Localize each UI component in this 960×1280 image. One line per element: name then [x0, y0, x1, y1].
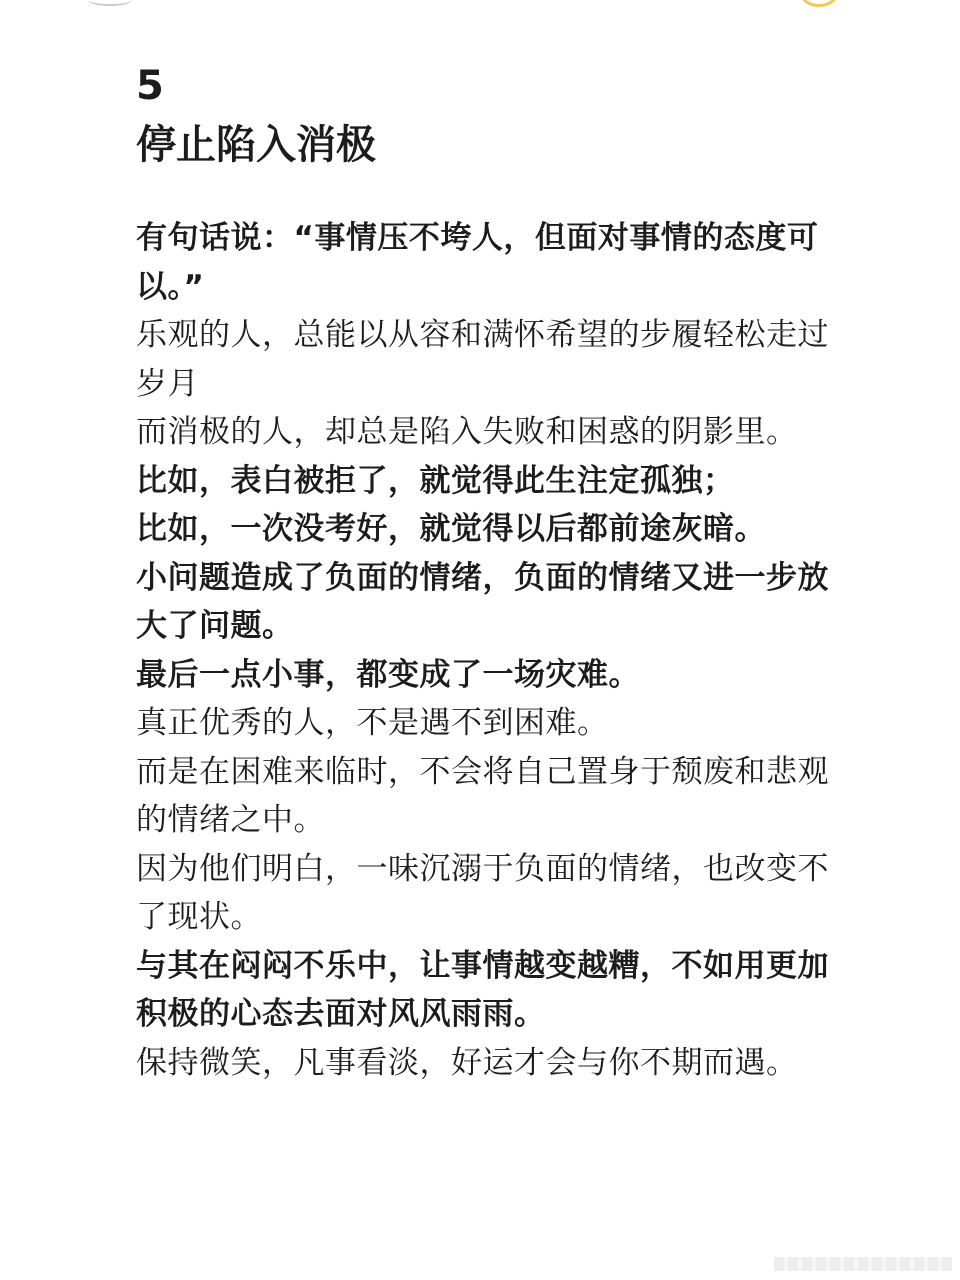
paragraph: 乐观的人，总能以从容和满怀希望的步履轻松走过岁月: [136, 317, 829, 402]
paragraph: 因为他们明白，一味沉溺于负面的情绪，也改变不了现状。: [136, 850, 829, 935]
paragraph: 小问题造成了负面的情绪，负面的情绪又进一步放大了问题。: [136, 559, 829, 644]
paragraph: 比如，一次没考好，就觉得以后都前途灰暗。: [136, 511, 766, 547]
watermark-mark: [774, 1257, 952, 1271]
top-edge-decoration: [88, 0, 132, 6]
watermark: [752, 1252, 952, 1274]
paragraph: 与其在闷闷不乐中，让事情越变越糟，不如用更加积极的心态去面对风风雨雨。: [136, 947, 829, 1032]
emoji-icon: [800, 0, 838, 7]
article: [136, 58, 836, 1087]
paragraph: 比如，表白被拒了，就觉得此生注定孤独；: [136, 462, 735, 499]
paragraph: 而是在困难来临时，不会将自己置身于颓废和悲观的情绪之中。: [136, 753, 829, 838]
paragraph: 而消极的人，却总是陷入失败和困惑的阴影里。: [136, 414, 798, 450]
paragraph: 保持微笑，凡事看淡，好运才会与你不期而遇。: [136, 1044, 798, 1081]
paragraph: 最后一点小事，都变成了一场灾难。: [136, 656, 640, 693]
paragraph: 真正优秀的人，不是遇不到困难。: [136, 705, 609, 741]
section-title: 停止陷入消极: [136, 122, 376, 168]
article-body: [136, 214, 836, 1087]
paragraph: 有句话说：“事情压不垮人，但面对事情的态度可以。”: [136, 220, 819, 305]
section-number: 5: [136, 63, 164, 109]
